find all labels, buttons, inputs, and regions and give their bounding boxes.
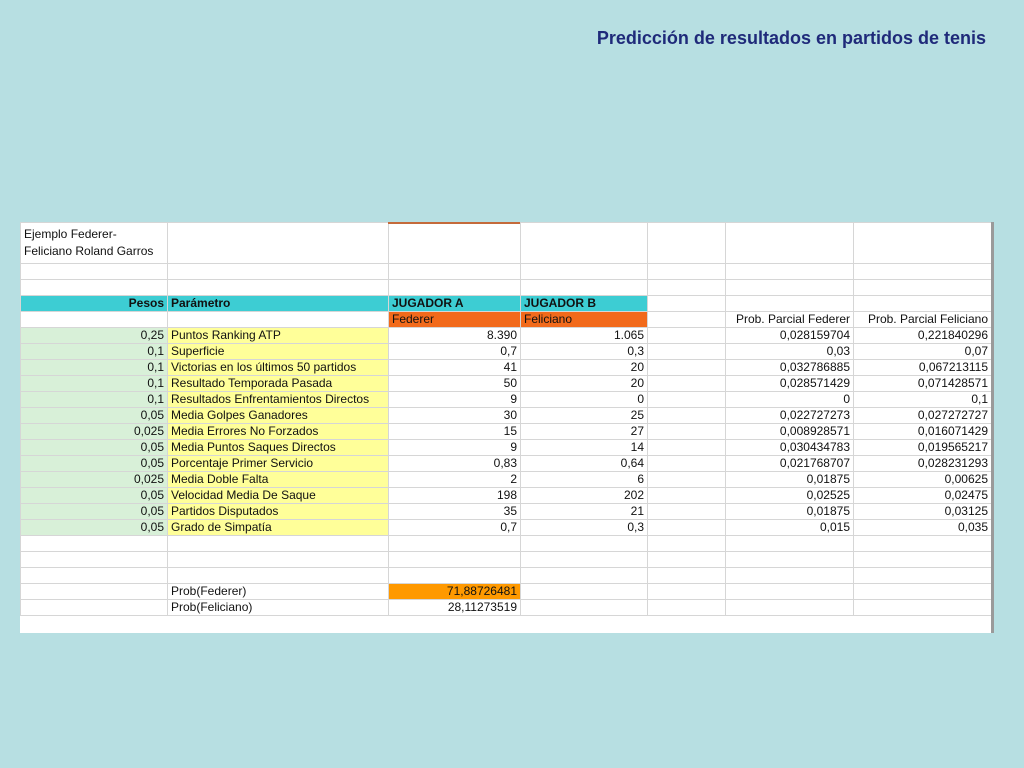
parameter-cell[interactable]: Velocidad Media De Saque xyxy=(168,488,389,504)
cell[interactable] xyxy=(648,392,726,408)
prob-b-value[interactable]: 0,071428571 xyxy=(854,376,992,392)
prob-b-value[interactable]: 0,019565217 xyxy=(854,440,992,456)
cell[interactable] xyxy=(21,312,168,328)
player-b-value[interactable]: 20 xyxy=(521,360,648,376)
cell[interactable] xyxy=(854,552,992,568)
cell[interactable] xyxy=(521,280,648,296)
header-player-a[interactable]: JUGADOR A xyxy=(389,296,521,312)
prob-a-value[interactable]: 0,028159704 xyxy=(726,328,854,344)
cell[interactable] xyxy=(389,223,521,264)
cell[interactable] xyxy=(726,296,854,312)
table-row xyxy=(21,456,992,472)
player-a-name[interactable]: Federer xyxy=(389,312,521,328)
cell[interactable] xyxy=(168,264,389,280)
header-parameter[interactable]: Parámetro xyxy=(168,296,389,312)
table-row xyxy=(21,440,992,456)
example-title[interactable]: Ejemplo Federer-Feliciano Roland Garros xyxy=(21,223,168,264)
player-b-value[interactable]: 1.065 xyxy=(521,328,648,344)
prob-a-value[interactable]: 0,022727273 xyxy=(726,408,854,424)
prob-a-value[interactable]: 0,02525 xyxy=(726,488,854,504)
prob-b-value[interactable]: 0,027272727 xyxy=(854,408,992,424)
parameter-cell[interactable]: Partidos Disputados xyxy=(168,504,389,520)
player-a-value[interactable]: 0,7 xyxy=(389,344,521,360)
parameter-cell[interactable]: Porcentaje Primer Servicio xyxy=(168,456,389,472)
cell[interactable] xyxy=(726,600,854,616)
table-row xyxy=(21,520,992,536)
parameter-cell[interactable]: Media Errores No Forzados xyxy=(168,424,389,440)
cell[interactable] xyxy=(648,264,726,280)
cell[interactable] xyxy=(854,264,992,280)
weight-cell[interactable]: 0,1 xyxy=(21,344,168,360)
slide-title: Predicción de resultados en partidos de tenis xyxy=(596,28,986,48)
parameter-cell[interactable]: Media Doble Falta xyxy=(168,472,389,488)
cell[interactable] xyxy=(389,264,521,280)
cell[interactable] xyxy=(21,600,168,616)
table-row xyxy=(21,360,992,376)
cell[interactable] xyxy=(521,600,648,616)
cell[interactable] xyxy=(521,584,648,600)
cell[interactable] xyxy=(854,568,992,584)
player-a-value[interactable]: 35 xyxy=(389,504,521,520)
parameter-cell[interactable]: Resultado Temporada Pasada xyxy=(168,376,389,392)
weight-cell[interactable]: 0,05 xyxy=(21,488,168,504)
player-a-value[interactable]: 0,7 xyxy=(389,520,521,536)
table-row xyxy=(21,376,992,392)
cell[interactable] xyxy=(648,472,726,488)
parameter-cell[interactable]: Puntos Ranking ATP xyxy=(168,328,389,344)
cell[interactable] xyxy=(648,552,726,568)
prob-b-value[interactable]: 0,067213115 xyxy=(854,360,992,376)
prob-a-value[interactable]: 0 xyxy=(726,392,854,408)
cell[interactable] xyxy=(648,568,726,584)
table-row xyxy=(21,328,992,344)
weight-cell[interactable]: 0,25 xyxy=(21,328,168,344)
cell[interactable] xyxy=(854,223,992,264)
cell[interactable] xyxy=(389,568,521,584)
cell[interactable] xyxy=(168,552,389,568)
cell[interactable] xyxy=(168,536,389,552)
cell[interactable] xyxy=(168,568,389,584)
player-a-value[interactable]: 9 xyxy=(389,392,521,408)
prob-a-value[interactable]: 0,021768707 xyxy=(726,456,854,472)
player-b-value[interactable]: 27 xyxy=(521,424,648,440)
weight-cell[interactable]: 0,05 xyxy=(21,520,168,536)
player-a-value[interactable]: 2 xyxy=(389,472,521,488)
table-row xyxy=(21,504,992,520)
cell[interactable] xyxy=(648,456,726,472)
player-b-value[interactable]: 0,3 xyxy=(521,520,648,536)
cell[interactable] xyxy=(726,568,854,584)
player-b-value[interactable]: 0 xyxy=(521,392,648,408)
cell[interactable] xyxy=(648,223,726,264)
player-a-value[interactable]: 50 xyxy=(389,376,521,392)
prob-b-value[interactable]: 0,1 xyxy=(854,392,992,408)
weight-cell[interactable]: 0,05 xyxy=(21,440,168,456)
player-a-value[interactable]: 15 xyxy=(389,424,521,440)
cell[interactable] xyxy=(521,264,648,280)
cell[interactable] xyxy=(648,280,726,296)
weight-cell[interactable]: 0,05 xyxy=(21,456,168,472)
cell[interactable] xyxy=(21,568,168,584)
cell[interactable] xyxy=(168,312,389,328)
prob-federer-label[interactable]: Prob(Federer) xyxy=(168,584,389,600)
prob-b-value[interactable]: 0,07 xyxy=(854,344,992,360)
prob-b-value[interactable]: 0,016071429 xyxy=(854,424,992,440)
weight-cell[interactable]: 0,05 xyxy=(21,408,168,424)
cell[interactable] xyxy=(648,312,726,328)
table-row xyxy=(21,408,992,424)
table-row xyxy=(21,424,992,440)
cell[interactable] xyxy=(648,328,726,344)
cell[interactable] xyxy=(648,488,726,504)
cell[interactable] xyxy=(521,552,648,568)
parameter-cell[interactable]: Media Golpes Ganadores xyxy=(168,408,389,424)
cell[interactable] xyxy=(648,440,726,456)
cell[interactable] xyxy=(648,520,726,536)
player-a-value[interactable]: 0,83 xyxy=(389,456,521,472)
cell[interactable] xyxy=(854,280,992,296)
weight-cell[interactable]: 0,1 xyxy=(21,376,168,392)
player-b-value[interactable]: 0,64 xyxy=(521,456,648,472)
weight-cell[interactable]: 0,025 xyxy=(21,472,168,488)
prob-a-value[interactable]: 0,015 xyxy=(726,520,854,536)
cell[interactable] xyxy=(648,600,726,616)
weight-cell[interactable]: 0,025 xyxy=(21,424,168,440)
cell[interactable] xyxy=(854,536,992,552)
selection-mark xyxy=(388,222,520,224)
cell[interactable] xyxy=(168,280,389,296)
cell[interactable] xyxy=(648,408,726,424)
cell[interactable] xyxy=(854,296,992,312)
weight-cell[interactable]: 0,05 xyxy=(21,504,168,520)
cell[interactable] xyxy=(21,280,168,296)
prob-a-value[interactable]: 0,008928571 xyxy=(726,424,854,440)
prob-a-value[interactable]: 0,03 xyxy=(726,344,854,360)
player-b-value[interactable]: 6 xyxy=(521,472,648,488)
prob-b-value[interactable]: 0,028231293 xyxy=(854,456,992,472)
cell[interactable] xyxy=(726,552,854,568)
cell[interactable] xyxy=(854,584,992,600)
header-weights[interactable]: Pesos xyxy=(21,296,168,312)
cell[interactable] xyxy=(648,424,726,440)
parameter-cell[interactable]: Grado de Simpatía xyxy=(168,520,389,536)
prob-a-value[interactable]: 0,030434783 xyxy=(726,440,854,456)
cell[interactable] xyxy=(648,344,726,360)
cell[interactable] xyxy=(648,360,726,376)
parameter-cell[interactable]: Superficie xyxy=(168,344,389,360)
player-a-value[interactable]: 41 xyxy=(389,360,521,376)
spreadsheet xyxy=(20,222,994,633)
player-b-name[interactable]: Feliciano xyxy=(521,312,648,328)
parameter-cell[interactable]: Media Puntos Saques Directos xyxy=(168,440,389,456)
prob-federer-value[interactable]: 71,88726481 xyxy=(389,584,521,600)
cell[interactable] xyxy=(726,223,854,264)
player-b-value[interactable]: 0,3 xyxy=(521,344,648,360)
cell[interactable] xyxy=(21,536,168,552)
cell[interactable] xyxy=(726,280,854,296)
player-b-value[interactable]: 14 xyxy=(521,440,648,456)
prob-header-a[interactable]: Prob. Parcial Federer xyxy=(726,312,854,328)
player-b-value[interactable]: 25 xyxy=(521,408,648,424)
cell[interactable] xyxy=(648,296,726,312)
prob-b-value[interactable]: 0,221840296 xyxy=(854,328,992,344)
cell[interactable] xyxy=(389,552,521,568)
cell[interactable] xyxy=(726,536,854,552)
player-a-value[interactable]: 9 xyxy=(389,440,521,456)
table-row xyxy=(21,488,992,504)
player-a-value[interactable]: 198 xyxy=(389,488,521,504)
cell[interactable] xyxy=(168,223,389,264)
table-row xyxy=(21,344,992,360)
player-a-value[interactable]: 30 xyxy=(389,408,521,424)
prob-feliciano-value[interactable]: 28,11273519 xyxy=(389,600,521,616)
cell[interactable] xyxy=(648,504,726,520)
cell[interactable] xyxy=(389,536,521,552)
cell[interactable] xyxy=(648,376,726,392)
prob-b-value[interactable]: 0,00625 xyxy=(854,472,992,488)
player-b-value[interactable]: 21 xyxy=(521,504,648,520)
cell[interactable] xyxy=(21,552,168,568)
cell[interactable] xyxy=(521,568,648,584)
cell[interactable] xyxy=(854,600,992,616)
parameter-cell[interactable]: Victorias en los últimos 50 partidos xyxy=(168,360,389,376)
table-row xyxy=(21,392,992,408)
cell[interactable] xyxy=(648,584,726,600)
cell[interactable] xyxy=(521,536,648,552)
player-b-value[interactable]: 202 xyxy=(521,488,648,504)
cell[interactable] xyxy=(389,280,521,296)
cell[interactable] xyxy=(21,584,168,600)
sheet-right-edge xyxy=(991,222,994,633)
table-row xyxy=(21,472,992,488)
player-b-value[interactable]: 20 xyxy=(521,376,648,392)
spreadsheet-grid xyxy=(20,222,992,616)
cell[interactable] xyxy=(21,264,168,280)
prob-b-value[interactable]: 0,035 xyxy=(854,520,992,536)
prob-b-value[interactable]: 0,03125 xyxy=(854,504,992,520)
prob-a-value[interactable]: 0,01875 xyxy=(726,504,854,520)
cell[interactable] xyxy=(521,223,648,264)
weight-cell[interactable]: 0,1 xyxy=(21,392,168,408)
cell[interactable] xyxy=(726,584,854,600)
player-a-value[interactable]: 8.390 xyxy=(389,328,521,344)
cell[interactable] xyxy=(726,264,854,280)
prob-a-value[interactable]: 0,032786885 xyxy=(726,360,854,376)
weight-cell[interactable]: 0,1 xyxy=(21,360,168,376)
prob-feliciano-label[interactable]: Prob(Feliciano) xyxy=(168,600,389,616)
parameter-cell[interactable]: Resultados Enfrentamientos Directos xyxy=(168,392,389,408)
prob-a-value[interactable]: 0,01875 xyxy=(726,472,854,488)
prob-a-value[interactable]: 0,028571429 xyxy=(726,376,854,392)
cell[interactable] xyxy=(648,536,726,552)
prob-b-value[interactable]: 0,02475 xyxy=(854,488,992,504)
header-player-b[interactable]: JUGADOR B xyxy=(521,296,648,312)
prob-header-b[interactable]: Prob. Parcial Feliciano xyxy=(854,312,992,328)
